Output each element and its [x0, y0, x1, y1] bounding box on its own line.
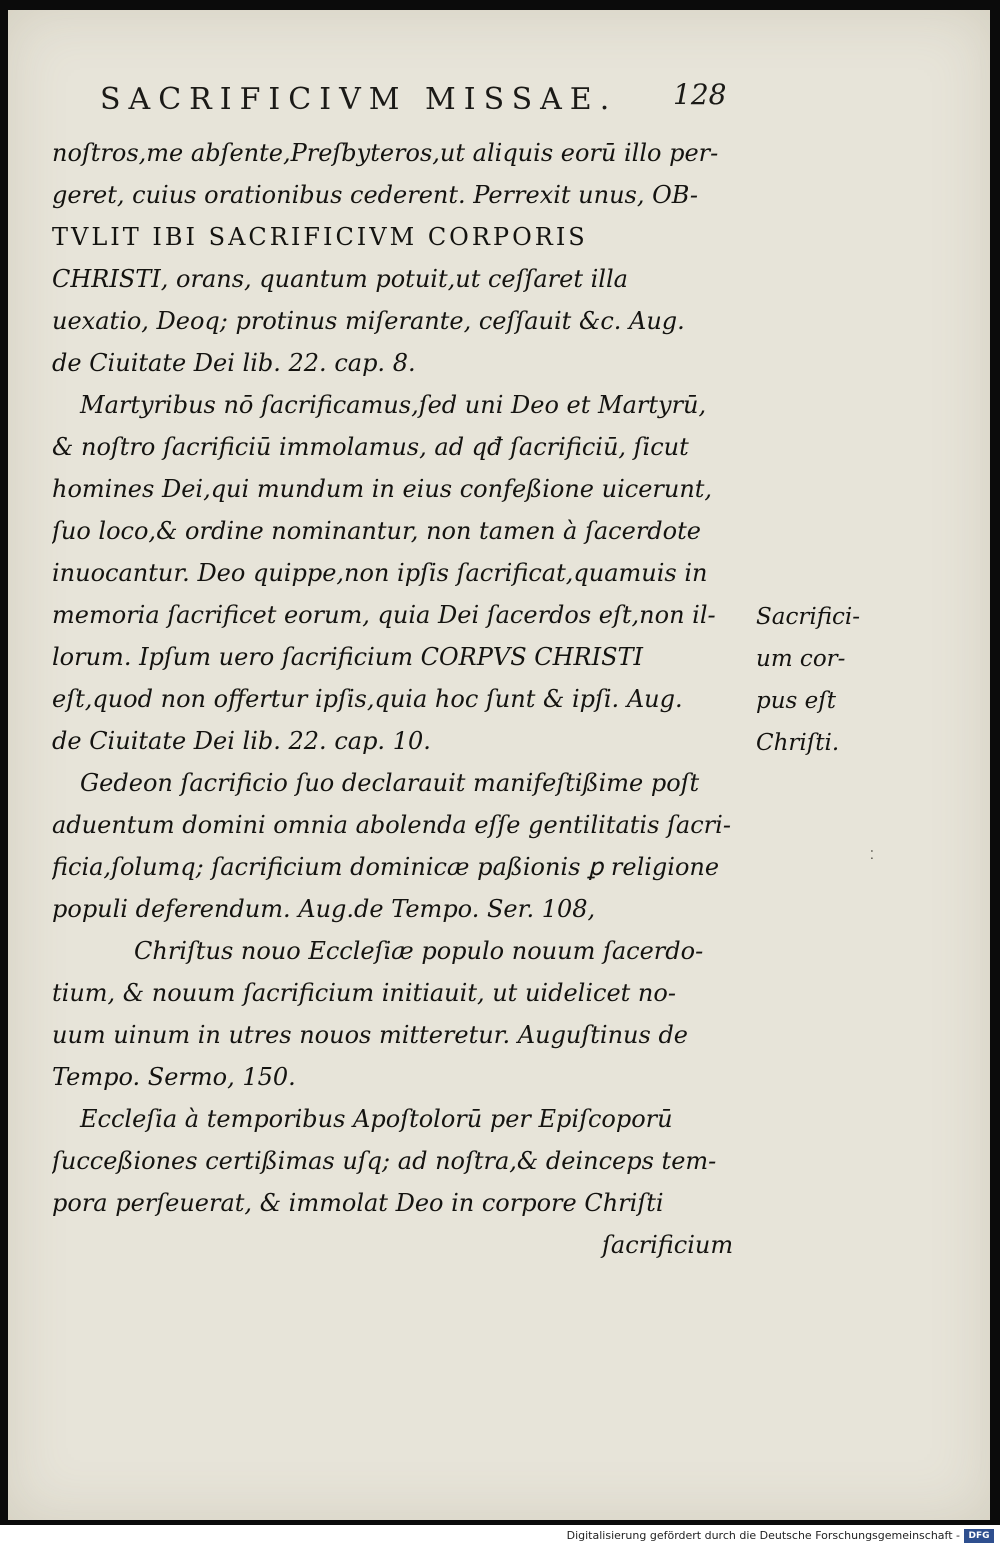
paper-specks: ⁚ [870, 848, 874, 862]
margin-note-line: Sacrifici- [756, 604, 861, 630]
text-line: Chriſtus nouo Eccleſiæ populo nouum ſacerdo- [134, 937, 704, 965]
text-line: tium, & nouum ſacrificium initiauit, ut uidelicet no- [52, 979, 676, 1007]
text-line: aduentum domini omnia abolenda eſſe gentilitatis ſacri- [52, 811, 731, 839]
text-line: Martyribus nō ſacrificamus,ſed uni Deo et Martyrū, [80, 391, 707, 419]
text-line: geret, cuius orationibus cederent. Perrexit unus, OB- [52, 181, 698, 209]
margin-note-line: um cor- [756, 646, 846, 672]
page-number: 128 [673, 78, 727, 111]
funding-credit: Digitalisierung gefördert durch die Deutsche Forschungsgemeinschaft - [566, 1529, 960, 1542]
book-page [8, 10, 990, 1520]
text-line: ficia,ſolumq; ſacrificium dominicæ paßionis ꝑ religione [52, 853, 720, 881]
text-line: homines Dei,qui mundum in eius confeßione uicerunt, [52, 475, 713, 503]
text-line: inuocantur. Deo quippe,non ipſis ſacrificat,quamuis in [52, 559, 708, 587]
running-head [8, 72, 990, 122]
text-line: pora perſeuerat, & immolat Deo in corpore Chriſti [52, 1189, 664, 1217]
text-line: noſtros,me abſente,Preſbyteros,ut aliquis eorū illo per- [52, 139, 719, 167]
margin-note-line: pus eſt [756, 688, 837, 714]
text-line: lorum. Ipſum uero ſacrificium CORPVS CHRISTI [52, 643, 644, 671]
text-line: memoria ſacrificet eorum, quia Dei ſacerdos eſt,non il- [52, 601, 716, 629]
text-line: populi deferendum. Aug.de Tempo. Ser. 108, [52, 895, 596, 923]
text-line: eſt,quod non offertur ipſis,quia hoc ſunt & ipſi. Aug. [52, 685, 683, 713]
text-line: TVLIT IBI SACRIFICIVM CORPORIS [52, 223, 588, 251]
text-line: de Ciuitate Dei lib. 22. cap. 10. [52, 727, 431, 755]
main-text-block [52, 132, 772, 1266]
text-line: Gedeon ſacrificio ſuo declarauit manifeſtißime poſt [80, 769, 700, 797]
text-line: de Ciuitate Dei lib. 22. cap. 8. [52, 349, 416, 377]
footer-bar [0, 1525, 1000, 1548]
text-line: CHRISTI, orans, quantum potuit,ut ceſſaret illa [52, 265, 628, 293]
catchword: ſacrificium [602, 1231, 734, 1259]
text-line: uum uinum in utres nouos mitteretur. Auguſtinus de [52, 1021, 689, 1049]
running-head-title: SACRIFICIVM MISSAE. [100, 82, 618, 117]
text-line: ſuo loco,& ordine nominantur, non tamen à ſacerdote [52, 517, 701, 545]
margin-note [756, 596, 886, 764]
text-line: Tempo. Sermo, 150. [52, 1063, 296, 1091]
text-line: & noſtro ſacrificiū immolamus, ad qđ ſacrificiū, ſicut [52, 433, 689, 461]
text-line: Eccleſia à temporibus Apoſtolorū per Epiſcoporū [80, 1105, 673, 1133]
text-line: ſucceßiones certißimas uſq; ad noſtra,& deinceps tem- [52, 1147, 717, 1175]
dfg-logo: DFG [964, 1529, 994, 1543]
text-line: uexatio, Deoq; protinus miſerante, ceſſauit &c. Aug. [52, 307, 685, 335]
margin-note-line: Chriſti. [756, 730, 840, 756]
